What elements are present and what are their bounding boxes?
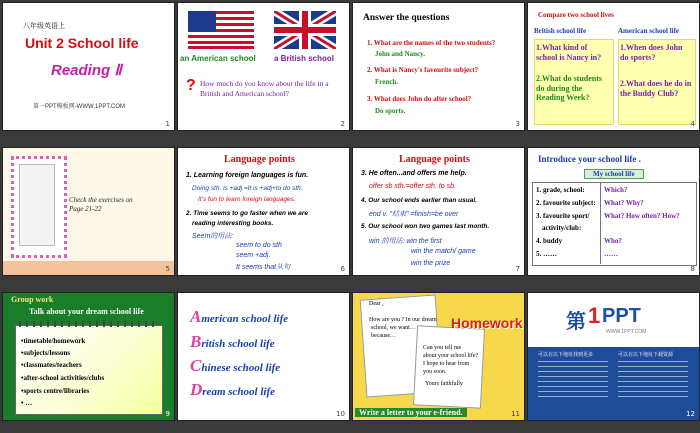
letter-1-line-1: Dear ,: [369, 301, 384, 307]
point-line-4: end v. "结束" =finish=be over: [369, 211, 459, 218]
slide-thumbnail-4[interactable]: [528, 3, 699, 130]
point-line-5: 5. Our school won two games last month.: [361, 223, 490, 230]
topic-item-5: •sports centre/libraries: [21, 387, 90, 395]
slide-heading: Group work: [11, 295, 54, 304]
point-line-7: seem to do sth: [236, 242, 282, 249]
letter-2-line-1: Can you tell me: [423, 345, 462, 351]
row-label-4: 4. buddy: [536, 237, 563, 245]
point-line-9: It seems that从句: [236, 264, 291, 271]
point-line-8: seem +adj.: [236, 252, 271, 259]
row-value-3: What? How often? How?: [604, 212, 680, 220]
right-info-lines: [618, 361, 688, 401]
slide-thumbnail-7[interactable]: [353, 148, 524, 275]
letter-1-line-2: How are you ? In our dream: [369, 317, 437, 323]
item-text: merican school life: [201, 313, 289, 325]
exercise-note: Check the exercises on Page 21-22: [69, 196, 133, 214]
british-question-1: 1.What kind of school is Nancy in?: [536, 43, 602, 62]
notebook-page: [19, 164, 55, 246]
left-info-text: 可以在以下地址找到更多: [538, 352, 594, 358]
point-line-7: win the match/ game: [411, 248, 476, 255]
left-info-lines: [538, 361, 608, 401]
point-line-3: 4. Our school ends earlier than usual.: [361, 197, 477, 204]
british-question-2: 2.What do students do during the Reading Week?: [536, 74, 603, 103]
letter-1-line-4: because…: [371, 333, 396, 339]
question-1: 1. What are the names of the two students?: [367, 39, 496, 47]
slide-heading: Answer the questions: [363, 13, 450, 23]
site-label: 第一PPT模板网-WWW.1PPT.COM: [33, 104, 125, 110]
topic-item-1: •timetable/homework: [21, 337, 86, 345]
slide-thumbnail-8[interactable]: [528, 148, 699, 275]
row-label-5: 5. ……: [536, 250, 557, 258]
slide-subtitle: Reading Ⅱ: [51, 62, 122, 79]
logo-char-di: 第: [566, 311, 586, 333]
topic-item-2: •subjects/lessons: [21, 349, 71, 357]
question-3: 3. What does John do after school?: [367, 95, 472, 103]
item-text: hinese school life: [201, 362, 281, 374]
homework-caption: Write a letter to your e-friend.: [355, 408, 467, 417]
point-line-1: 1. Learning foreign languages is fun.: [186, 172, 309, 179]
logo-ppt: PPT: [602, 305, 641, 327]
row-value-4: Who?: [604, 237, 622, 245]
row-label-1: 1. grade, school:: [536, 186, 585, 194]
slide-thumbnail-2[interactable]: [178, 3, 349, 130]
initial-d: D: [190, 380, 203, 399]
initial-a: A: [190, 307, 202, 326]
point-line-1: 3. He often...and offers me help.: [361, 170, 467, 177]
slide-thumbnail-10[interactable]: [178, 293, 349, 420]
row-label-3b: activity/club:: [542, 224, 582, 232]
slide-thumbnail-9[interactable]: [3, 293, 174, 420]
slide-number: 11: [511, 410, 520, 418]
school-life-item-1: [190, 307, 288, 327]
slide-heading: Language points: [224, 154, 295, 165]
point-line-6: Seem的用法:: [192, 233, 234, 240]
slide-title: Unit 2 School life: [25, 35, 139, 51]
point-line-3: It's fun to learn foreign languages.: [198, 196, 296, 203]
slide-heading: Introduce your school life .: [538, 154, 641, 164]
american-question-2: 2.What does he do in the Buddy Club?: [620, 79, 692, 98]
row-value-2: What? Why?: [604, 199, 644, 207]
row-label-2: 2. favourite subject:: [536, 199, 596, 207]
info-table-divider: [600, 182, 601, 264]
notepad-spiral: [19, 321, 159, 327]
decoration-bar: [3, 261, 174, 275]
slide-thumbnail-11[interactable]: [353, 293, 524, 420]
point-line-2: offer sb sth.=offer sth. to sb.: [369, 183, 456, 190]
slide-subheading: Talk about your dream school life: [29, 307, 144, 316]
slide-thumbnail-6[interactable]: [178, 148, 349, 275]
slide-number: 6: [340, 265, 345, 273]
letter-card-2: [413, 325, 485, 408]
row-value-1: Which?: [604, 186, 628, 194]
slide-thumbnail-5[interactable]: [3, 148, 174, 275]
letter-2-line-5: Yours faithfully: [425, 381, 463, 387]
point-line-8: win the prize: [411, 260, 451, 267]
american-school-label: an American school: [180, 54, 256, 63]
homework-title: Homework: [451, 315, 523, 331]
topic-item-6: • …: [21, 399, 33, 407]
point-line-2: Doing sth. is +adj.=It is +adj+to do sth.: [192, 185, 303, 192]
logo-digit-1: 1: [588, 303, 601, 328]
slide-number: 10: [336, 410, 345, 418]
question-text: How much do you know about the life in a British and American school?: [200, 79, 329, 99]
column-header-british: British school life: [534, 27, 587, 35]
point-line-6: win 的用法: win the first: [369, 238, 442, 245]
row-value-5: ……: [604, 250, 618, 258]
british-school-label: a British school: [274, 54, 335, 63]
us-flag-icon: [188, 11, 254, 49]
slide-thumbnail-12[interactable]: [528, 293, 699, 420]
answer-3: Do sports.: [375, 107, 406, 115]
letter-2-line-3: I hope to hear from: [423, 361, 470, 367]
topic-item-4: •after-school activities/clubs: [21, 374, 105, 382]
point-line-5: reading interesting books.: [192, 220, 274, 227]
slide-number: 12: [686, 410, 695, 418]
slide-number: 4: [690, 120, 695, 128]
right-info-text: 可以在以下地址下载资源: [618, 352, 674, 358]
slide-number: 9: [165, 410, 170, 418]
slide-number: 1: [165, 120, 170, 128]
letter-1-line-3: school, we want…: [371, 325, 416, 331]
uk-flag-icon: [274, 11, 336, 49]
grade-label: 八年级英语上: [23, 23, 65, 30]
initial-b: B: [190, 332, 202, 351]
school-life-item-2: [190, 332, 275, 352]
item-text: ritish school life: [201, 338, 275, 350]
question-2: 2. What is Nancy's favourite subject?: [367, 66, 479, 74]
slide-number: 7: [515, 265, 520, 273]
letter-2-line-2: about your school life?: [423, 353, 479, 359]
american-question-1: 1.When does John do sports?: [620, 43, 683, 62]
question-mark-icon: ?: [186, 77, 196, 94]
point-line-4: 2. Time seems to go faster when we are: [186, 210, 308, 217]
initial-c: C: [190, 356, 202, 375]
school-life-item-4: [190, 380, 275, 400]
my-school-life-tag: My school life: [584, 169, 644, 179]
slide-number: 2: [340, 120, 345, 128]
item-text: ream school life: [202, 386, 275, 398]
slide-heading: Compare two school lives: [538, 11, 614, 19]
school-life-item-3: [190, 356, 280, 376]
slide-number: 3: [515, 120, 520, 128]
slide-thumbnail-3[interactable]: [353, 3, 524, 130]
topic-item-3: •classmates/teachers: [21, 361, 82, 369]
answer-1: John and Nancy.: [375, 50, 425, 58]
slide-heading: Language points: [399, 154, 470, 165]
row-label-3: 3. favourite sport/: [536, 212, 590, 220]
slide-number: 5: [165, 265, 170, 273]
slide-thumbnail-1[interactable]: [3, 3, 174, 130]
column-header-american: American school life: [618, 27, 680, 35]
answer-2: French.: [375, 78, 399, 86]
letter-2-line-4: you soon.: [423, 369, 447, 375]
logo-url: WWW.1PPT.COM: [606, 329, 647, 335]
slide-number: 8: [690, 265, 695, 273]
